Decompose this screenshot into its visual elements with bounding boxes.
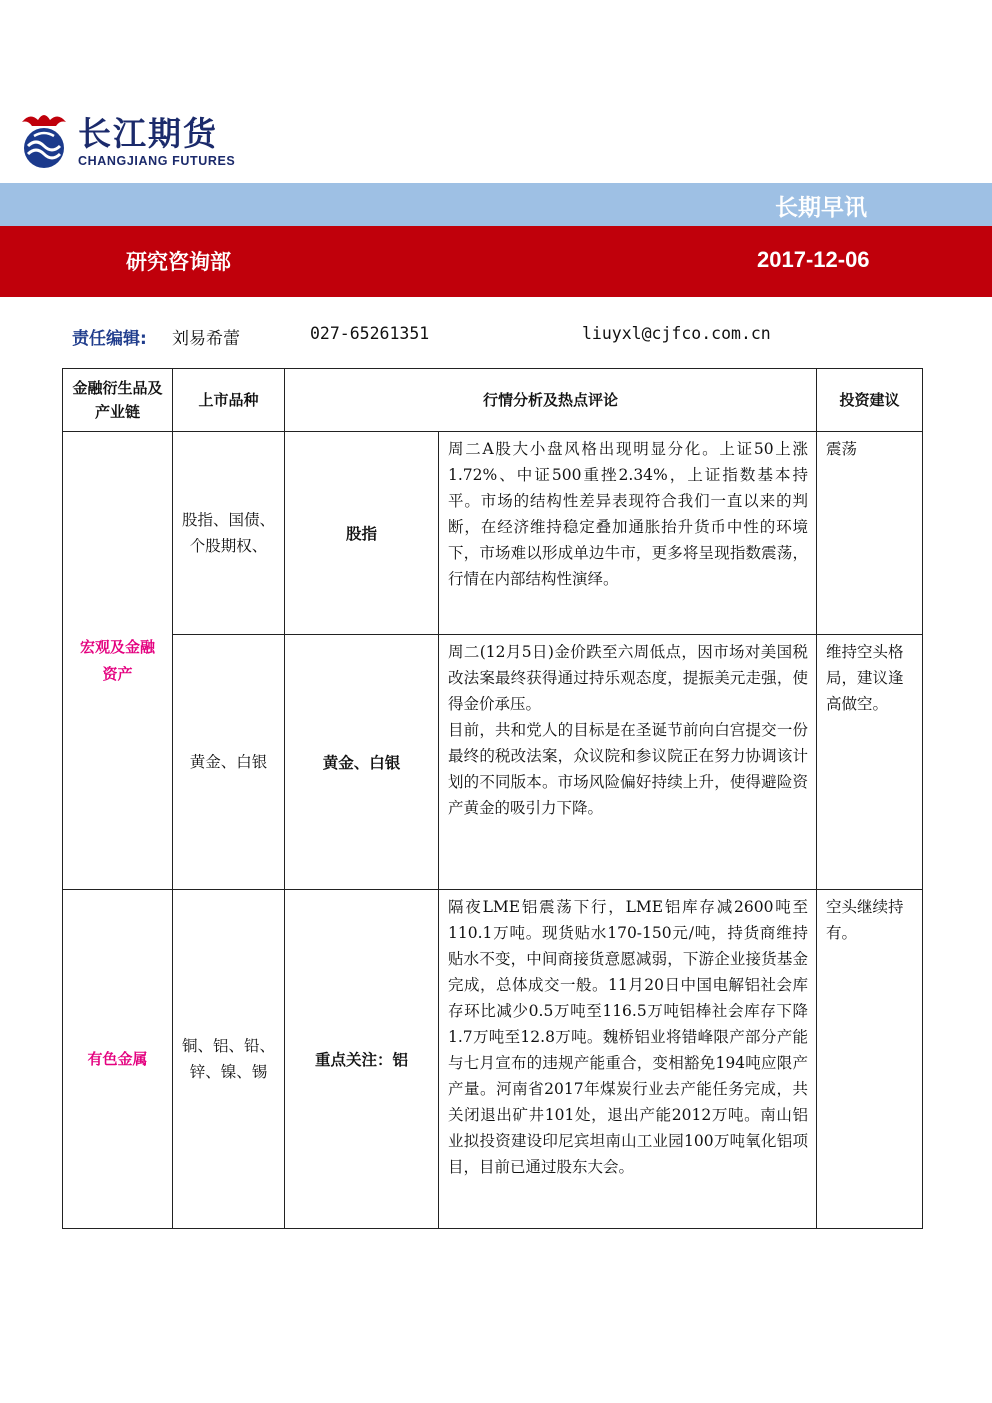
advice-cell: 维持空头格局，建议逢高做空。 (817, 635, 923, 890)
logo-english-text: CHANGJIANG FUTURES (78, 154, 236, 168)
focus-cell: 黄金、白银 (285, 635, 439, 890)
logo-emblem-icon (16, 108, 72, 170)
title-band (0, 183, 992, 226)
focus-cell: 重点关注：铝 (285, 890, 439, 1229)
editor-phone: 027-65261351 (310, 324, 430, 343)
editor-label: 责任编辑: (72, 329, 147, 349)
header-advice: 投资建议 (817, 369, 923, 432)
analysis-cell: 周二(12月5日)金价跌至六周低点，因市场对美国税改法案最终获得通过持乐观态度，提振美元走强，使得金价承压。 目前，共和党人的目标是在圣诞节前向白宫提交一份最终的税改法案，众议院和参议院正在努力协调该计划的不同版本。市场风险偏好持续上升，使得避险资产黄金的吸引力下降。 (439, 635, 817, 890)
editor-name: 刘易希蕾 (172, 329, 240, 349)
advice-cell: 震荡 (817, 432, 923, 635)
category-cell: 有色金属 (63, 890, 173, 1229)
table-row (63, 635, 923, 890)
header-analysis: 行情分析及热点评论 (285, 369, 817, 432)
table-row (63, 890, 923, 1229)
report-date: 2017-12-06 (757, 247, 870, 272)
analysis-cell: 隔夜LME铝震荡下行，LME铝库存减2600吨至110.1万吨。现货贴水170-150元/吨，持货商维持贴水不变，中间商接货意愿减弱，下游企业接货基金完成，总体成交一般。11月20日中国电解铝社会库存环比减少0.5万吨至116.5万吨铝棒社会库存下降1.7万吨至12.8万吨。魏桥铝业将错峰限产部分产能与七月宣布的违规产能重合，变相豁免194吨应限产产量。河南省2017年煤炭行业去产能任务完成，共关闭退出矿井101处，退出产能2012万吨。南山铝业拟投资建设印尼宾坦南山工业园100万吨氧化铝项目，目前已通过股东大会。 (439, 890, 817, 1229)
products-cell: 铜、铝、铅、锌、镍、锡 (173, 890, 285, 1229)
editor-email[interactable]: liuyxl@cjfco.com.cn (582, 324, 771, 343)
advice-cell: 空头继续持有。 (817, 890, 923, 1229)
department-name: 研究咨询部 (126, 250, 231, 274)
header-category: 金融衍生品及产业链 (63, 369, 173, 432)
products-cell: 黄金、白银 (173, 635, 285, 890)
market-commentary-table (62, 368, 923, 1229)
focus-cell: 股指 (285, 432, 439, 635)
header-products: 上市品种 (173, 369, 285, 432)
table-header-row (63, 369, 923, 432)
department-band (0, 226, 992, 297)
company-logo (16, 108, 256, 172)
products-cell: 股指、国债、个股期权、 (173, 432, 285, 635)
report-title: 长期早讯 (775, 195, 867, 221)
analysis-cell: 周二A股大小盘风格出现明显分化。上证50上涨1.72%、中证500重挫2.34%，上证指数基本持平。市场的结构性差异表现符合我们一直以来的判断，在经济维持稳定叠加通胀抬升货币中性的环境下，市场难以形成单边牛市，更多将呈现指数震荡，行情在内部结构性演绎。 (439, 432, 817, 635)
logo-chinese-text: 长江期货 (78, 114, 218, 153)
table-row (63, 432, 923, 635)
category-cell: 宏观及金融资产 (63, 432, 173, 890)
